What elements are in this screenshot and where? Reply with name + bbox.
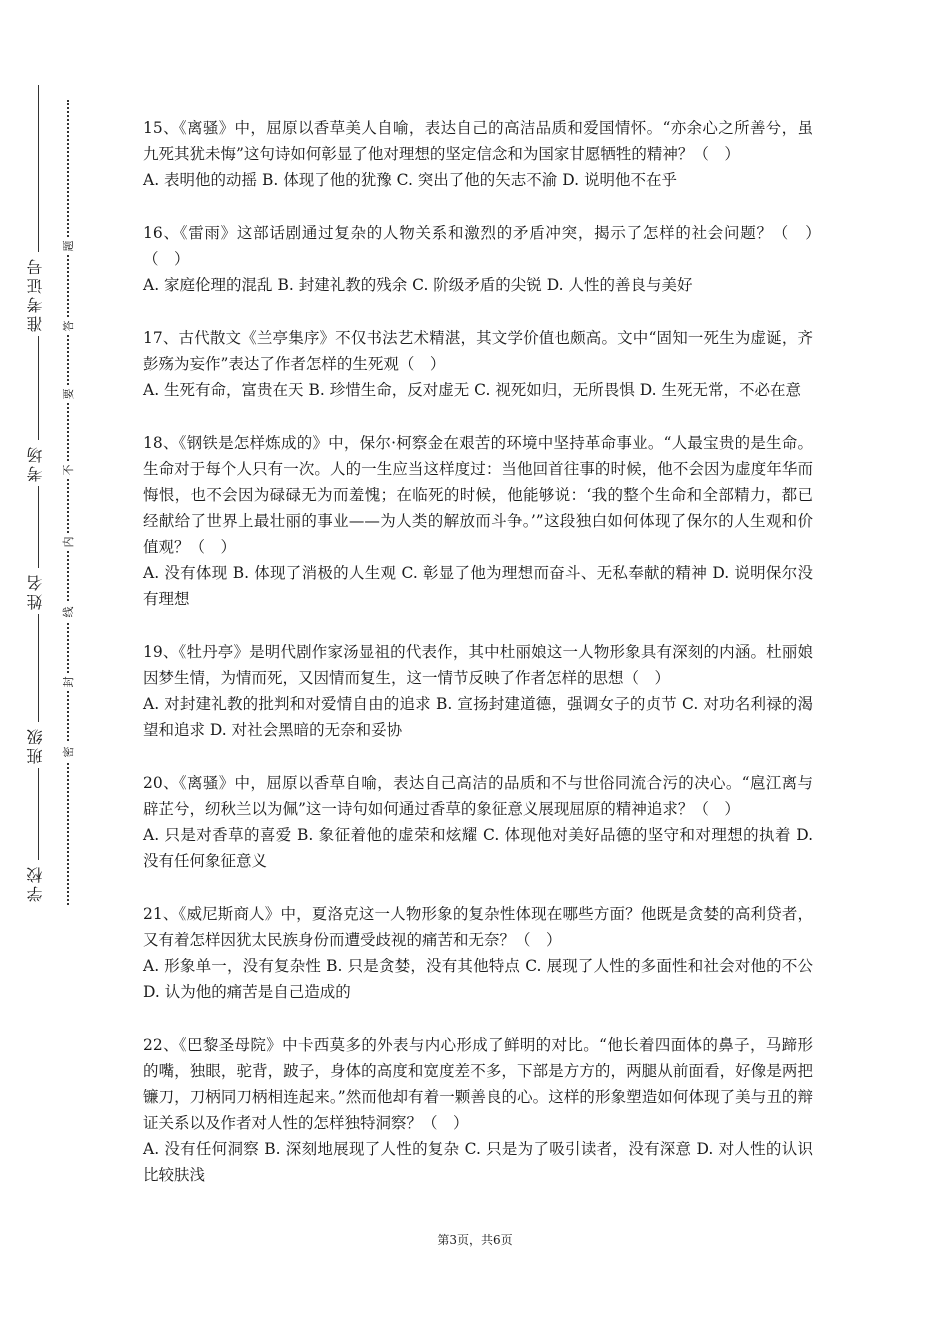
seal-char-bu: 不 — [58, 461, 78, 479]
field-school: 学校 — [24, 860, 52, 906]
seal-char-nei: 内 — [58, 533, 78, 551]
question-stem: 22、《巴黎圣母院》中卡西莫多的外表与内心形成了鲜明的对比。“他长着四面体的鼻子，马蹄形的嘴，独眼，驼背，跛子，身体的高度和宽度差不多，下部是方方的，两腿从前面看，好像是两把镰刀，刀柄同刀柄相连起来。”然而他却有着一颗善良的心。这样的形象塑造如何体现了美与丑的辩证关系以及作者对人性的怎样独特洞察？（ ） — [143, 1036, 813, 1132]
question-16 — [143, 220, 829, 298]
field-exam-number: 准考证号 — [24, 252, 52, 336]
question-options: A. 对封建礼教的批判和对爱情自由的追求 B. 宣扬封建道德，强调女子的贞节 C. 对功名利禄的渴望和追求 D. 对社会黑暗的无奈和妥协 — [143, 695, 813, 739]
question-stem: 20、《离骚》中，屈原以香草自喻，表达自己高洁的品质和不与世俗同流合污的决心。“扈江离与辟芷兮，纫秋兰以为佩”这一诗句如何通过香草的象征意义展现屈原的精神追求？（ ） — [143, 774, 813, 818]
page-number: 第3页，共6页 — [437, 1233, 513, 1247]
question-options: A. 形象单一，没有复杂性 B. 只是贪婪，没有其他特点 C. 展现了人性的多面性和社会对他的不公 D. 认为他的痛苦是自己造成的 — [143, 957, 813, 1001]
question-22 — [143, 1032, 813, 1188]
question-options: A. 生死有命，富贵在天 B. 珍惜生命，反对虚无 C. 视死如归，无所畏惧 D. 生死无常，不必在意 — [143, 381, 801, 399]
question-stem: 17、古代散文《兰亭集序》不仅书法艺术精湛，其文学价值也颇高。文中“固知一死生为虚诞，齐彭殇为妄作”表达了作者怎样的生死观（ ） — [143, 329, 813, 373]
question-18 — [143, 430, 813, 612]
question-options: A. 没有任何洞察 B. 深刻地展现了人性的复杂 C. 只是为了吸引读者，没有深意 D. 对人性的认识比较肤浅 — [143, 1140, 813, 1184]
question-stem: 15、《离骚》中，屈原以香草美人自喻，表达自己的高洁品质和爱国情怀。“亦余心之所善兮，虽九死其犹未悔”这句诗如何彰显了他对理想的坚定信念和为国家甘愿牺牲的精神？（ ） — [143, 119, 813, 163]
question-stem: 19、《牡丹亭》是明代剧作家汤显祖的代表作，其中杜丽娘这一人物形象具有深刻的内涵。杜丽娘因梦生情，为情而死，又因情而复生，这一情节反映了作者怎样的思想（ ） — [143, 643, 813, 687]
question-options: A. 只是对香草的喜爱 B. 象征着他的虚荣和炫耀 C. 体现他对美好品德的坚守和对理想的执着 D. 没有任何象征意义 — [143, 826, 813, 870]
question-options: A. 表明他的动摇 B. 体现了他的犹豫 C. 突出了他的矢志不渝 D. 说明他不在乎 — [143, 171, 677, 189]
seal-char-mi: 密 — [58, 743, 78, 761]
question-stem: 16、《雷雨》这部话剧通过复杂的人物关系和激烈的矛盾冲突，揭示了怎样的社会问题？（ ） （ ） — [143, 224, 829, 268]
seal-char-yao: 要 — [58, 385, 78, 403]
question-list — [143, 115, 829, 1215]
seal-char-ti: 题 — [58, 237, 78, 255]
question-21 — [143, 901, 813, 1005]
question-stem: 21、《威尼斯商人》中，夏洛克这一人物形象的复杂性体现在哪些方面？他既是贪婪的高利贷者，又有着怎样因犹太民族身份而遭受歧视的痛苦和无奈？（ ） — [143, 905, 813, 949]
binding-dotted-line — [67, 100, 69, 905]
question-15 — [143, 115, 813, 193]
seal-char-feng: 封 — [58, 673, 78, 691]
question-17 — [143, 325, 813, 403]
binding-margin — [0, 0, 110, 1344]
seal-char-xian: 线 — [58, 603, 78, 621]
question-options: A. 没有体现 B. 体现了消极的人生观 C. 彰显了他为理想而奋斗、无私奉献的精神 D. 说明保尔没有理想 — [143, 564, 813, 608]
seal-char-da: 答 — [58, 317, 78, 335]
field-name: 姓名 — [24, 568, 52, 614]
binding-solid-line — [38, 85, 39, 905]
field-exam-room: 考场 — [24, 440, 52, 486]
field-class: 班级 — [24, 722, 52, 768]
question-options: A. 家庭伦理的混乱 B. 封建礼教的残余 C. 阶级矛盾的尖锐 D. 人性的善良与美好 — [143, 276, 693, 294]
question-stem: 18、《钢铁是怎样炼成的》中，保尔·柯察金在艰苦的环境中坚持革命事业。“人最宝贵的是生命。生命对于每个人只有一次。人的一生应当这样度过：当他回首往事的时候，他不会因为虚度年华而悔恨，也不会因为碌碌无为而羞愧；在临死的时候，他能够说：‘我的整个生命和全部精力，都已经献给了世界上最壮丽的事业——为人类的解放而斗争。’”这段独白如何体现了保尔的人生观和价值观？（ ） — [143, 434, 813, 556]
question-20 — [143, 770, 813, 874]
question-19 — [143, 639, 813, 743]
